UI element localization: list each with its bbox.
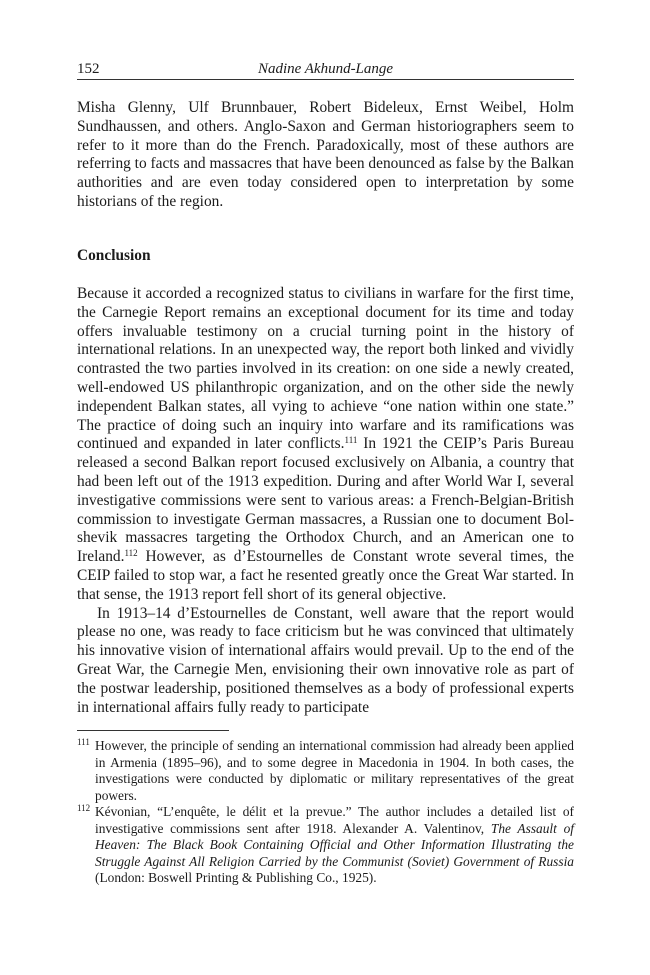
paragraph-text: In 1921 the CEIP’s Paris Bureau released a second Balkan report focused exclusively on Albania, a country that had been left out of the 1913 expedition. During and after World War I, several investigative commissions were sent to various areas: a French-Belgian-British commission to investigate German massacres, a Russian one to document Bolshevik massacres targeting the Orthodox Church, and an American one to Ireland.	[77, 435, 574, 566]
footnote-ref-112: 112	[124, 548, 138, 559]
footnote-text: Kévonian, “L’enquête, le délit et la prevue.” The author includes a detailed list of investigative commissions sent after 1918. Alexander A. Valentinov,	[95, 804, 574, 836]
paragraph-text: Misha Glenny, Ulf Brunnbauer, Robert Bideleux, Ernst Weibel, Holm Sundhaussen, and others. Anglo-Saxon and German historiographers seem to refer to it more than do the French. Paradoxically, most of these authors are referring to facts and massacres that have been denounced as false by the Balkan authorities and are even today considered open to interpretation by some historians of the region.	[77, 99, 574, 210]
footnote-mark: 111	[77, 737, 90, 747]
footnote-mark: 112	[77, 803, 91, 813]
running-header	[77, 61, 574, 80]
footnote-separator	[77, 730, 229, 731]
footnote-text: However, the principle of sending an international commission had already been applied in Armenia (1895–96), and to some degree in Macedonia in 1904. In both cases, the investigations were conducted by diplomatic or military representatives of the great powers.	[95, 738, 574, 803]
body-paragraph-1	[77, 99, 574, 212]
running-head-author: Nadine Akhund-Lange	[257, 61, 394, 77]
section-heading-conclusion: Conclusion	[77, 247, 151, 264]
footnote-111	[77, 738, 574, 804]
page-number: 152	[77, 61, 100, 77]
footnotes	[77, 738, 574, 887]
footnote-text: (London: Boswell Printing & Publishing Co., 1925).	[95, 870, 377, 885]
footnote-112	[77, 804, 574, 887]
footnote-book-title: The Assault of Heaven: The Black Book Containing Official and Other Information Illustrating the Struggle Against All Religion Carried by the Communist (Soviet) Government of Russia	[95, 820, 575, 869]
paragraph-text: Because it accorded a recognized status to civilians in warfare for the first time, the Carnegie Report remains an exceptional document for its time and today offers invaluable testimony on a crucial turning point in the history of international relations. In an unexpected way, the report both linked and vividly contrasted the two parties involved in its creation: on one side a newly created, well-endowed US philanthropic organization, and on the other side the newly independent Balkan states, all vying to achieve “one nation within one state.” The practice of doing such an inquiry into warfare and its ramifications was continued and expanded in later conflicts.	[77, 285, 574, 453]
body-paragraph-3: In 1913–14 d’Estournelles de Constant, well aware that the report would please no one, was ready to face criticism but he was convinced that ultimately his innovative vision of international affairs would prevail. Up to the end of the Great War, the Carnegie Men, envisioning their own innovative role as part of the postwar leadership, positioned themselves as a body of professional experts in international affairs fully ready to participate	[77, 604, 574, 716]
body-paragraph-2	[77, 285, 574, 605]
paragraph-text: However, as d’Estournelles de Constant wrote several times, the CEIP failed to stop war, a fact he resented greatly once the Great War started. In that sense, the 1913 report fell short of its general objective.	[77, 548, 574, 603]
conclusion-body	[77, 285, 574, 717]
footnote-ref-111: 111	[344, 435, 358, 446]
